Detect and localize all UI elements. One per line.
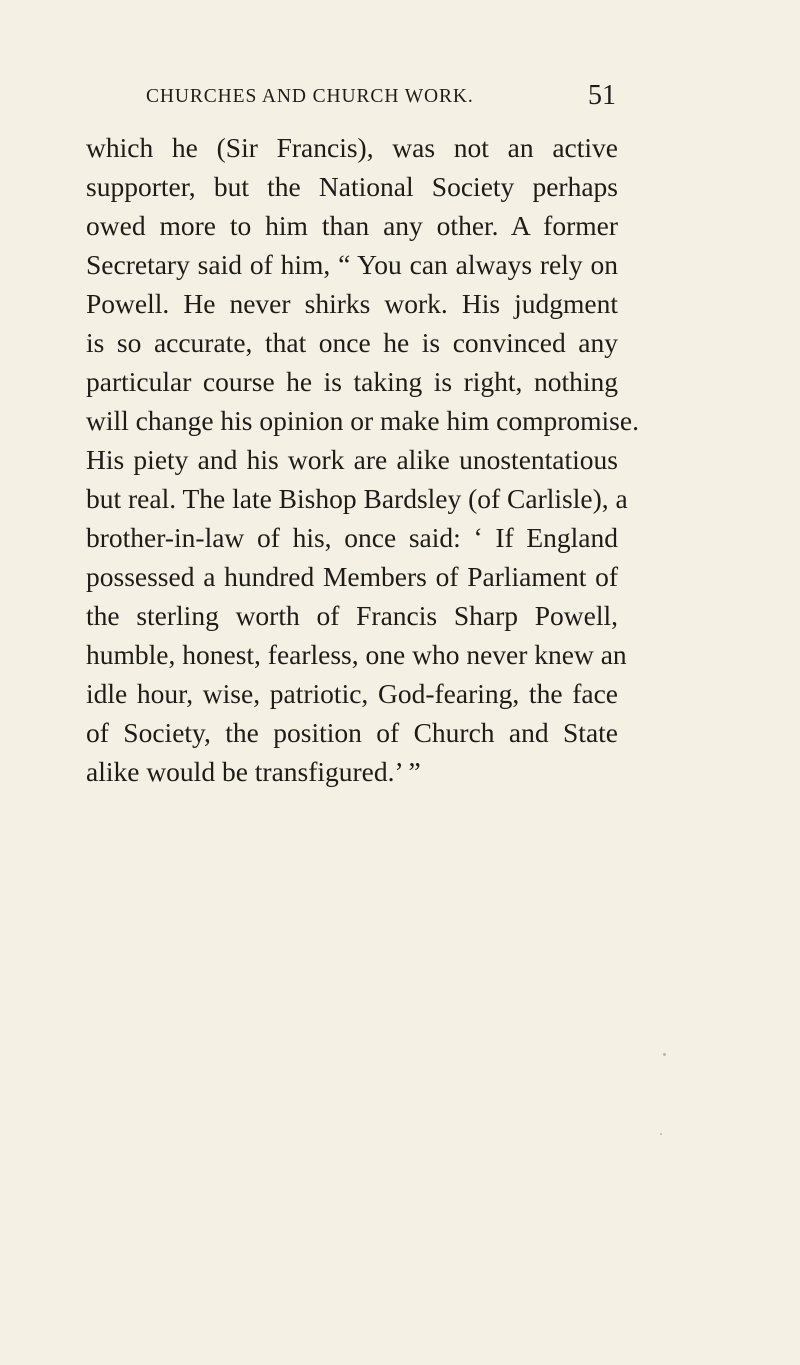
paper-speck <box>663 1053 666 1056</box>
text-line: which he (Sir Francis), was not an active <box>86 132 618 163</box>
running-header <box>146 80 616 120</box>
text-line: is so accurate, that once he is convinced any <box>86 327 618 358</box>
text-line: humble, honest, fearless, one who never knew an <box>86 639 627 670</box>
text-line: idle hour, wise, patriotic, God-fearing, the face <box>86 678 618 709</box>
text-line: Secretary said of him, “ You can always rely on <box>86 249 618 280</box>
text-line: particular course he is taking is right, nothing <box>86 366 618 397</box>
text-line: possessed a hundred Members of Parliament of <box>86 561 618 592</box>
text-line: but real. The late Bishop Bardsley (of Carlisle), a <box>86 483 628 514</box>
paper-speck <box>660 1133 662 1135</box>
page-number: 51 <box>588 80 616 111</box>
text-line: alike would be transfigured.’ ” <box>86 756 421 787</box>
running-title: CHURCHES AND CHURCH WORK. <box>146 86 474 107</box>
body-paragraph <box>86 128 639 791</box>
text-line: will change his opinion or make him compromise. <box>86 405 639 436</box>
text-line: Powell. He never shirks work. His judgment <box>86 288 618 319</box>
text-line: supporter, but the National Society perhaps <box>86 171 618 202</box>
text-line: the sterling worth of Francis Sharp Powell, <box>86 600 618 631</box>
text-line: of Society, the position of Church and State <box>86 717 618 748</box>
text-line: owed more to him than any other. A former <box>86 210 618 241</box>
text-line: brother-in-law of his, once said: ‘ If England <box>86 522 618 553</box>
text-line: His piety and his work are alike unostentatious <box>86 444 618 475</box>
